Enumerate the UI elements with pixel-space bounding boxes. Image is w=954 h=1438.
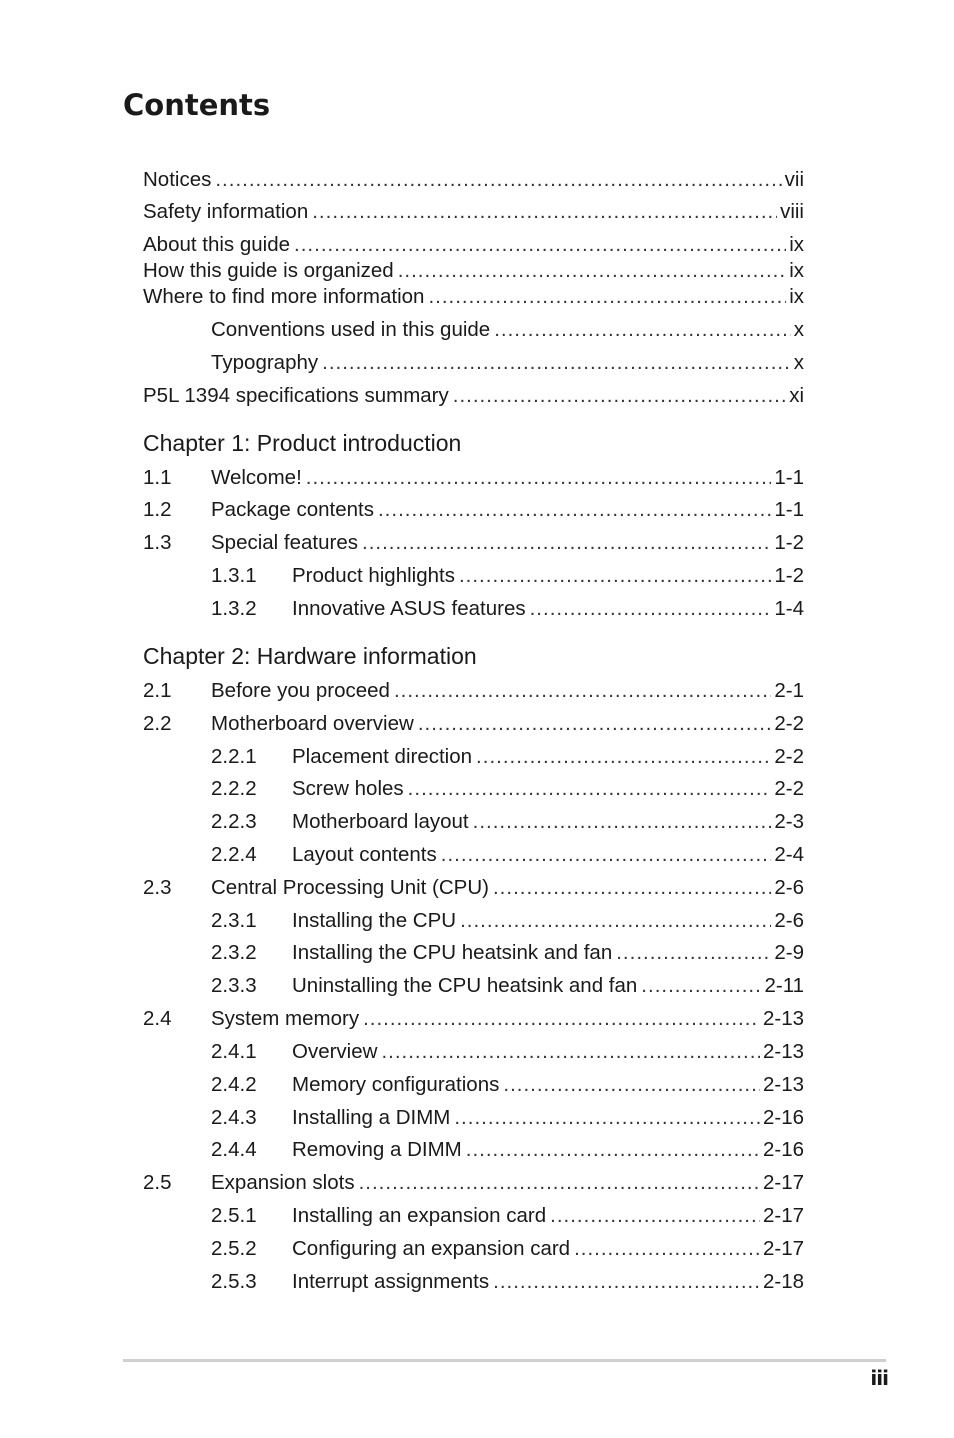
dot-leader [378, 498, 771, 522]
toc-entry-page: 2-13 [762, 1073, 804, 1096]
toc-entry-page: 2-1 [774, 679, 804, 702]
dot-leader [394, 679, 771, 703]
dot-leader [574, 1237, 760, 1261]
toc-entry[interactable] [211, 843, 804, 871]
toc-entry[interactable] [211, 597, 804, 625]
section-number: 1.3 [143, 531, 172, 554]
toc-entry-label: Expansion slots [211, 1171, 355, 1194]
toc-entry-page: 1-1 [774, 498, 804, 521]
toc-entry-page: 2-6 [774, 909, 804, 932]
toc-entry-page: 2-17 [762, 1237, 804, 1260]
toc-entry[interactable] [143, 498, 804, 526]
dot-leader [453, 384, 786, 408]
toc-entry-page: ix [789, 259, 804, 282]
dot-leader [503, 1073, 760, 1097]
toc-entry-label: Conventions used in this guide [211, 318, 491, 341]
toc-entry[interactable] [211, 974, 804, 1002]
toc-entry-page: 1-1 [774, 466, 804, 489]
toc-entry[interactable] [211, 777, 804, 805]
toc-entry-label: Special features [211, 531, 359, 554]
chapter-heading: Chapter 2: Hardware information [143, 643, 477, 669]
toc-entry[interactable] [143, 531, 804, 559]
section-number: 2.5 [143, 1171, 172, 1194]
toc-entry-label: Package contents [211, 498, 374, 521]
toc-entry-label: Overview [292, 1040, 378, 1063]
toc-entry[interactable] [211, 1106, 804, 1134]
toc-entry-label: How this guide is organized [143, 259, 394, 282]
toc-entry-page: viii [780, 200, 804, 223]
dot-leader [418, 712, 772, 736]
toc-entry-page: xi [789, 384, 804, 407]
toc-entry-label: System memory [211, 1007, 360, 1030]
section-number: 2.3.2 [211, 941, 257, 964]
toc-entry-page: 2-2 [774, 777, 804, 800]
toc-entry-page: 2-3 [774, 810, 804, 833]
toc-entry-conventions[interactable] [211, 318, 804, 346]
toc-entry-page: 2-9 [774, 941, 804, 964]
toc-entry-label: Typography [211, 351, 319, 374]
toc-entry[interactable] [211, 941, 804, 969]
toc-entry-page: 2-4 [774, 843, 804, 866]
section-number: 2.4.3 [211, 1106, 257, 1129]
dot-leader [473, 810, 772, 834]
section-number: 2.2.2 [211, 777, 257, 800]
toc-entry-page: vii [784, 168, 804, 191]
dot-leader [459, 564, 771, 588]
section-number: 2.5.3 [211, 1270, 257, 1293]
toc-entry[interactable] [211, 1237, 804, 1265]
toc-entry-label: Uninstalling the CPU heatsink and fan [292, 974, 638, 997]
dot-leader [322, 351, 791, 375]
section-number: 1.3.1 [211, 564, 257, 587]
toc-entry-page: x [793, 318, 804, 341]
toc-entry-page: 2-17 [762, 1204, 804, 1227]
dot-leader [312, 200, 777, 224]
dot-leader [215, 168, 781, 192]
toc-entry-page: 2-18 [762, 1270, 804, 1293]
toc-entry-label: P5L 1394 specifications summary [143, 384, 449, 407]
toc-entry-label: Product highlights [292, 564, 455, 587]
toc-entry[interactable] [143, 876, 804, 904]
dot-leader [466, 1138, 760, 1162]
toc-entry-label: Installing the CPU heatsink and fan [292, 941, 613, 964]
dot-leader [428, 285, 786, 309]
toc-entry-label: Configuring an expansion card [292, 1237, 571, 1260]
chapter-heading: Chapter 1: Product introduction [143, 430, 462, 456]
section-number: 2.3.3 [211, 974, 257, 997]
section-number: 1.1 [143, 466, 172, 489]
dot-leader [476, 745, 771, 769]
dot-leader [381, 1040, 760, 1064]
dot-leader [494, 318, 791, 342]
dot-leader [408, 777, 772, 801]
toc-entry[interactable] [211, 810, 804, 838]
toc-entry-about-this-guide[interactable] [143, 233, 804, 261]
toc-entry-page: ix [789, 285, 804, 308]
section-number: 2.2 [143, 712, 172, 735]
dot-leader [359, 1171, 760, 1195]
toc-entry-page: 1-2 [774, 564, 804, 587]
toc-entry-page: 2-11 [764, 974, 804, 997]
toc-entry[interactable] [143, 679, 804, 707]
toc-entry-page: ix [789, 233, 804, 256]
toc-entry[interactable] [211, 1204, 804, 1232]
dot-leader [641, 974, 761, 998]
toc-entry-label: About this guide [143, 233, 291, 256]
dot-leader [294, 233, 786, 257]
dot-leader [441, 843, 772, 867]
toc-entry-label: Motherboard layout [292, 810, 469, 833]
toc-entry-page: 2-13 [762, 1007, 804, 1030]
toc-entry-label: Interrupt assignments [292, 1270, 490, 1293]
page-number: iii [870, 1366, 888, 1390]
section-number: 2.1 [143, 679, 172, 702]
section-number: 2.3 [143, 876, 172, 899]
section-number: 2.4 [143, 1007, 172, 1030]
toc-entry-page: 2-16 [762, 1138, 804, 1161]
toc-entry-page: 2-16 [762, 1106, 804, 1129]
toc-entry[interactable] [211, 1270, 804, 1298]
dot-leader [550, 1204, 760, 1228]
section-number: 1.3.2 [211, 597, 257, 620]
toc-entry-label: Layout contents [292, 843, 437, 866]
section-number: 1.2 [143, 498, 172, 521]
toc-entry[interactable] [211, 1073, 804, 1101]
dot-leader [460, 909, 771, 933]
toc-entry-label: Installing an expansion card [292, 1204, 547, 1227]
toc-entry[interactable] [211, 745, 804, 773]
toc-entry-label: Safety information [143, 200, 309, 223]
toc-entry-label: Removing a DIMM [292, 1138, 462, 1161]
section-number: 2.5.2 [211, 1237, 257, 1260]
section-number: 2.4.1 [211, 1040, 257, 1063]
toc-entry[interactable] [143, 1007, 804, 1035]
toc-entry-page: 2-6 [774, 876, 804, 899]
dot-leader [362, 531, 771, 555]
toc-entry-page: 2-2 [774, 712, 804, 735]
toc-entry-label: Innovative ASUS features [292, 597, 526, 620]
toc-entry-label: Installing a DIMM [292, 1106, 451, 1129]
toc-entry[interactable] [211, 909, 804, 937]
section-number: 2.3.1 [211, 909, 257, 932]
section-number: 2.4.4 [211, 1138, 257, 1161]
toc-entry-where-to-find-more-information[interactable] [143, 285, 804, 313]
toc-entry[interactable] [211, 1138, 804, 1166]
toc-entry-label: Before you proceed [211, 679, 390, 702]
section-number: 2.4.2 [211, 1073, 257, 1096]
dot-leader [493, 876, 771, 900]
toc-entry-label: Welcome! [211, 466, 302, 489]
toc-entry-page: 2-17 [762, 1171, 804, 1194]
toc-entry-label: Central Processing Unit (CPU) [211, 876, 489, 899]
toc-entry[interactable] [143, 466, 804, 494]
dot-leader [363, 1007, 760, 1031]
toc-entry-label: Where to find more information [143, 285, 425, 308]
toc-entry-specifications-summary[interactable] [143, 384, 804, 412]
section-number: 2.2.4 [211, 843, 257, 866]
footer-rule [123, 1359, 886, 1362]
toc-entry-label: Placement direction [292, 745, 473, 768]
toc-entry-page: 1-4 [774, 597, 804, 620]
toc-entry[interactable] [143, 712, 804, 740]
dot-leader [306, 466, 772, 490]
toc-entry-notices[interactable] [143, 168, 804, 196]
dot-leader [493, 1270, 760, 1294]
toc-entry-label: Motherboard overview [211, 712, 414, 735]
toc-entry[interactable] [143, 1171, 804, 1199]
toc-entry[interactable] [211, 1040, 804, 1068]
toc-entry-label: Memory configurations [292, 1073, 500, 1096]
toc-entry-page: x [793, 351, 804, 374]
section-number: 2.2.3 [211, 810, 257, 833]
dot-leader [398, 259, 786, 283]
toc-entry-label: Notices [143, 168, 212, 191]
section-number: 2.2.1 [211, 745, 257, 768]
toc-entry-safety-information[interactable] [143, 200, 804, 228]
toc-entry-page: 1-2 [774, 531, 804, 554]
toc-entry-page: 2-13 [762, 1040, 804, 1063]
toc-entry-label: Installing the CPU [292, 909, 457, 932]
dot-leader [454, 1106, 760, 1130]
toc-entry-how-this-guide-is-organized[interactable] [143, 259, 804, 287]
dot-leader [616, 941, 771, 965]
toc-entry-label: Screw holes [292, 777, 404, 800]
page-title: Contents [123, 88, 271, 122]
toc-entry-page: 2-2 [774, 745, 804, 768]
toc-entry[interactable] [211, 564, 804, 592]
section-number: 2.5.1 [211, 1204, 257, 1227]
dot-leader [530, 597, 772, 621]
toc-entry-typography[interactable] [211, 351, 804, 379]
